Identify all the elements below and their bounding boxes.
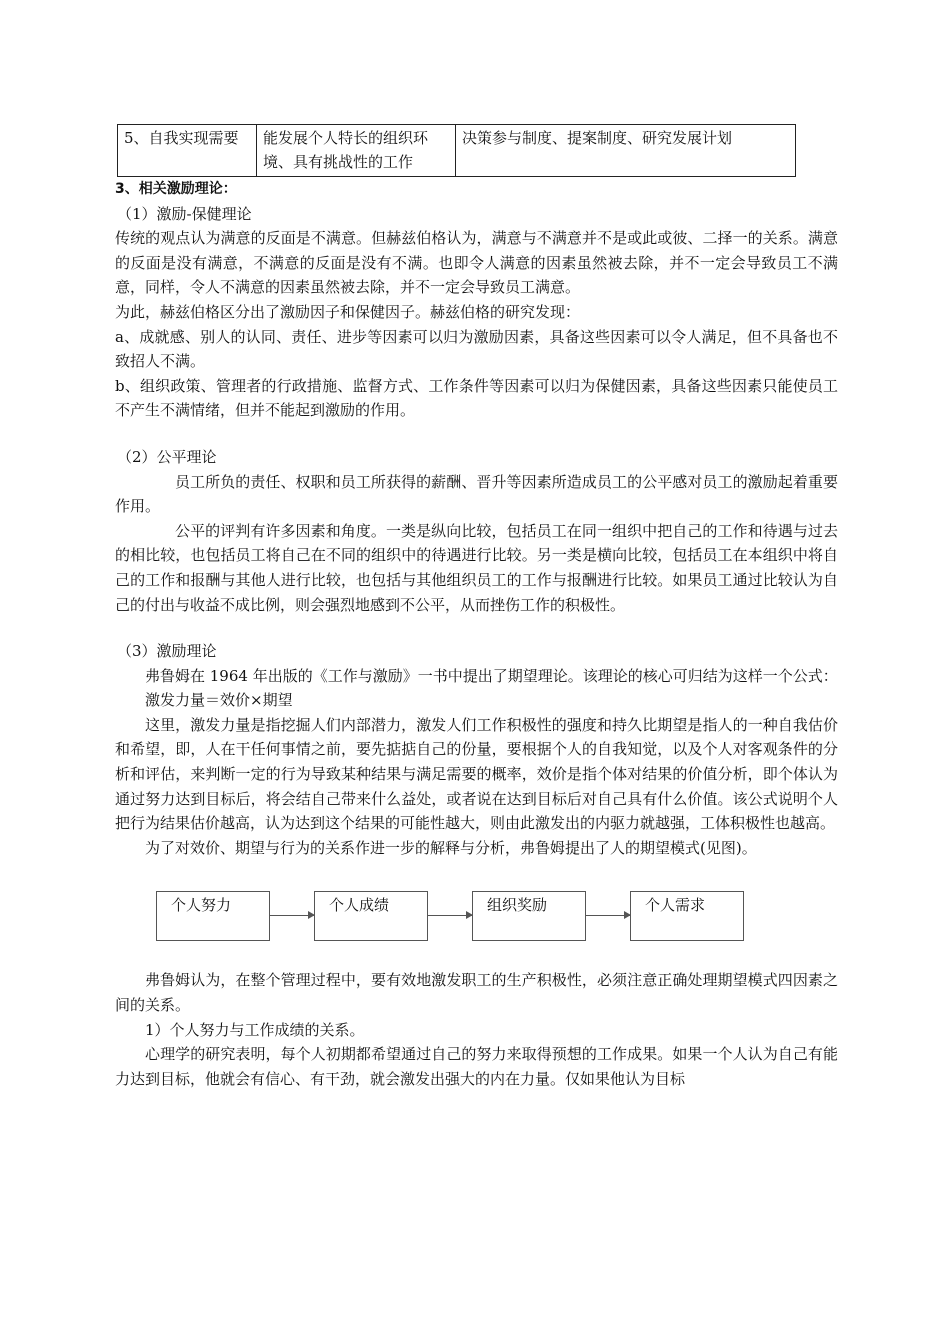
- paragraph: 心理学的研究表明，每个人初期都希望通过自己的努力来取得预想的工作成果。如果一个人认为自己有能力达到目标，他就会有信心、有干劲，就会激发出强大的内在力量。仅如果他认为目标: [115, 1045, 838, 1088]
- diagram-box: 个人努力: [156, 891, 270, 941]
- spacer: [115, 617, 838, 639]
- diagram-box: 个人成绩: [314, 891, 428, 941]
- paragraph: 传统的观点认为满意的反面是不满意。但赫兹伯格认为，满意与不满意并不是或此或彼、二择一的关系。满意的反面是没有满意，不满意的反面是没有不满。也即令人满意的因素虽然被去除，并不一定会导致员工不满意，同样，令人不满意的因素虽然被去除，并不一定会导致员工满意。: [115, 229, 838, 297]
- spacer: [115, 423, 838, 445]
- formula: 激发力量＝效价×期望: [145, 691, 293, 710]
- need-level-cell: 5、自我实现需要: [118, 125, 257, 177]
- subheading: 1）个人努力与工作成绩的关系。: [145, 1020, 365, 1039]
- theory3-heading: （3）激励理论: [117, 642, 217, 661]
- document-body: [115, 124, 838, 1091]
- section-heading: 3、相关激励理论：: [115, 181, 237, 197]
- paragraph: 这里，激发力量是指挖掘人们内部潜力，激发人们工作积极性的强度和持久比期望是指人的一种自我估价和希望，即，人在干任何事情之前，要先掂掂自己的份量，要根据个人的自我知觉，以及个人对客观条件的分析和评估，来判断一定的行为导致某种结果与满足需要的概率，效价是指个体对结果的价值分析，即个体认为通过努力达到目标后，将会结自己带来什么益处，或者说在达到目标后对自己具有什么价值。该公式说明个人把行为结果估价越高，认为达到这个结果的可能性越大，则由此激发出的内驱力就越强，工体积极性也越高。: [115, 715, 838, 833]
- theory1-heading: （1）激励-保健理论: [117, 204, 252, 223]
- paragraph: 为此，赫兹伯格区分出了激励因子和保健因子。赫兹伯格的研究发现：: [115, 302, 581, 321]
- diagram-box: 个人需求: [630, 891, 744, 941]
- paragraph: 公平的评判有许多因素和角度。一类是纵向比较，包括员工在同一组织中把自己的工作和待遇与过去的相比较，也包括员工将自己在不同的组织中的待遇进行比较。另一类是横向比较，包括员工在本组织中将自己的工作和报酬与其他人进行比较，也包括与其他组织员工的工作与报酬进行比较。如果员工通过比较认为自己的付出与收益不成比例，则会强烈地感到不公平，从而挫伤工作的积极性。: [115, 521, 838, 614]
- motivating-factor-cell: 能发展个人特长的组织环境、具有挑战性的工作: [257, 125, 456, 177]
- arrow-icon: [586, 915, 630, 916]
- theory2-heading: （2）公平理论: [117, 447, 217, 466]
- paragraph: 弗鲁姆认为，在整个管理过程中，要有效地激发职工的生产积极性，必须注意正确处理期望模式四因素之间的关系。: [115, 971, 838, 1015]
- table-row: [118, 125, 796, 177]
- paragraph: 员工所负的责任、权职和员工所获得的薪酬、晋升等因素所造成员工的公平感对员工的激励起着重要作用。: [115, 472, 838, 516]
- management-measure-cell: 决策参与制度、提案制度、研究发展计划: [456, 125, 796, 177]
- expectancy-model-diagram: [115, 864, 838, 968]
- paragraph: a、成就感、别人的认同、责任、进步等因素可以归为激励因素，具备这些因素可以令人满足，但不具备也不致招人不满。: [115, 327, 838, 371]
- arrow-icon: [270, 915, 314, 916]
- paragraph: 弗鲁姆在 1964 年出版的《工作与激励》一书中提出了期望理论。该理论的核心可归结为这样一个公式：: [145, 666, 838, 685]
- paragraph: 为了对效价、期望与行为的关系作进一步的解释与分析，弗鲁姆提出了人的期望模式(见图)。: [145, 838, 757, 857]
- needs-table: [117, 124, 796, 177]
- arrow-icon: [428, 915, 472, 916]
- paragraph: b、组织政策、管理者的行政措施、监督方式、工作条件等因素可以归为保健因素，具备这些因素只能使员工不产生不满情绪，但并不能起到激励的作用。: [115, 376, 838, 420]
- diagram-box: 组织奖励: [472, 891, 586, 941]
